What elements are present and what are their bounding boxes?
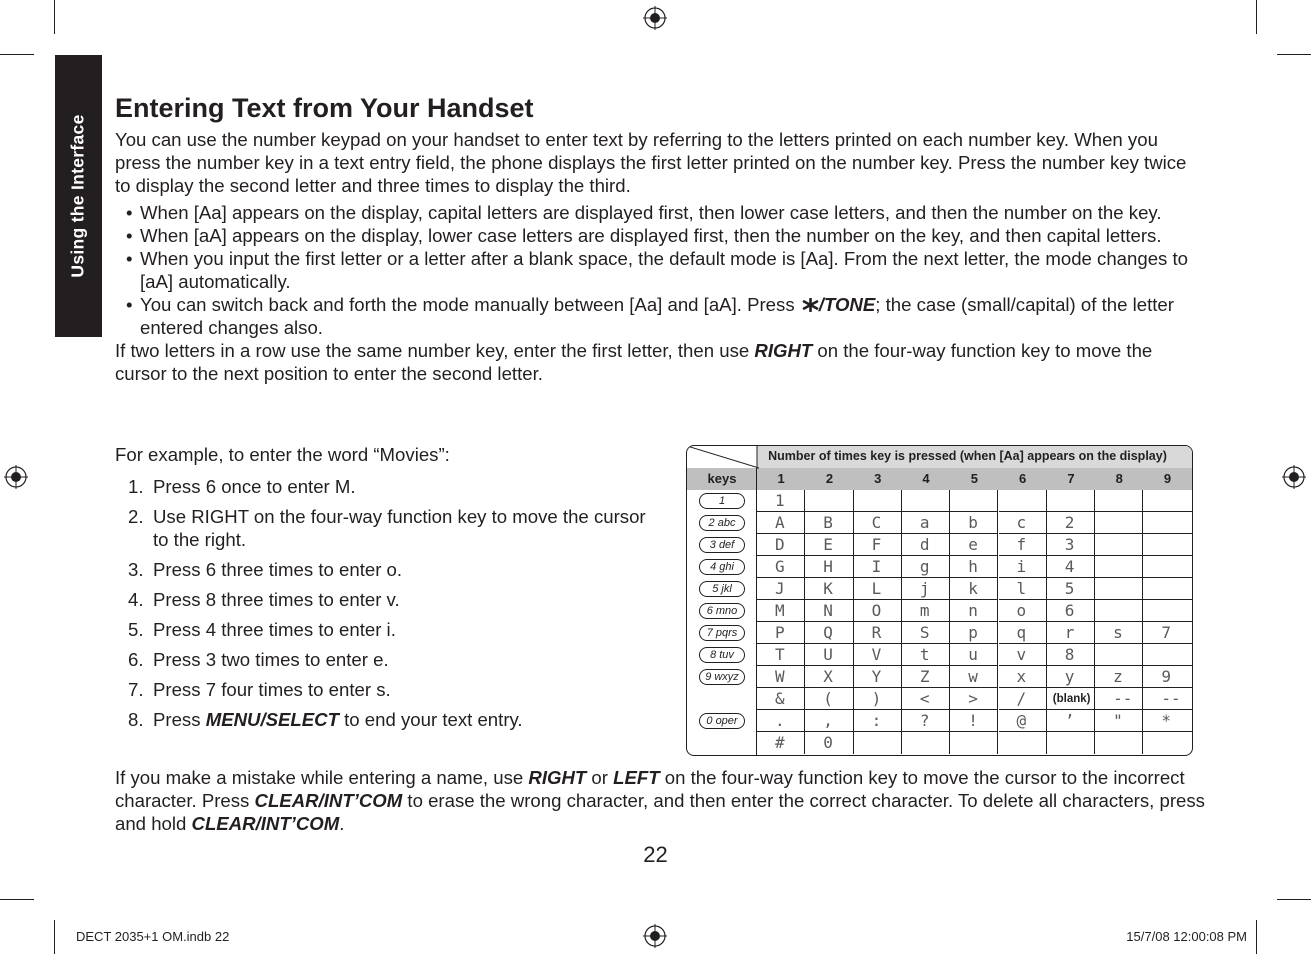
crop-mark xyxy=(1256,0,1257,34)
table-cell xyxy=(805,490,853,512)
text-run: to erase the wrong character, and then enter the correct character. To delete all characters, press and hold xyxy=(115,790,1205,834)
step-item: 7. Press 7 four times to enter s. xyxy=(128,679,391,700)
column-header-1: 1 xyxy=(777,471,785,486)
footer-timestamp: 15/7/08 12:00:08 PM xyxy=(1126,929,1247,944)
table-cell: L xyxy=(854,578,902,600)
table-cell: a xyxy=(902,512,950,534)
column-header-7: 7 xyxy=(1067,471,1075,486)
example-intro: For example, to enter the word “Movies”: xyxy=(115,444,450,465)
step-text: Press 8 three times to enter v. xyxy=(153,589,400,610)
step-text: Press 4 three times to enter i. xyxy=(153,619,396,640)
table-cell: q xyxy=(999,622,1047,644)
table-cell: I xyxy=(854,556,902,578)
table-cell: 6 xyxy=(1047,600,1095,622)
table-cell: c xyxy=(999,512,1047,534)
crop-mark xyxy=(0,54,34,55)
table-cell: t xyxy=(902,644,950,666)
table-cell xyxy=(1095,644,1143,666)
registration-mark-icon xyxy=(4,465,28,489)
left-key-label: LEFT xyxy=(613,767,660,788)
table-cell: x xyxy=(999,666,1047,688)
table-cell xyxy=(999,732,1047,754)
table-cell: " xyxy=(1095,710,1143,732)
step-text: Press xyxy=(153,709,206,730)
table-cell: Z xyxy=(902,666,950,688)
table-header: Number of times key is pressed (when [Aa] appears on the display) xyxy=(768,449,1167,463)
column-header-3: 3 xyxy=(874,471,882,486)
table-cell xyxy=(1095,512,1143,534)
keypad-key-5: 5 jkl xyxy=(699,581,745,597)
table-cell: 5 xyxy=(1047,578,1095,600)
table-cell: i xyxy=(999,556,1047,578)
page-title: Entering Text from Your Handset xyxy=(115,93,534,123)
column-header-5: 5 xyxy=(970,471,978,486)
crop-mark xyxy=(1256,920,1257,954)
table-cell xyxy=(1143,534,1191,556)
clear-intercom-key-label: CLEAR/INT’COM xyxy=(191,813,340,834)
step-text: Use RIGHT on the four-way function key to move the cursor to the right. xyxy=(153,506,646,550)
keys-column-header: keys xyxy=(707,471,737,486)
table-cell: l xyxy=(999,578,1047,600)
registration-mark-icon xyxy=(643,6,667,30)
registration-mark-icon xyxy=(1282,465,1306,489)
main-content xyxy=(115,90,1205,385)
step-text: Press 7 four times to enter s. xyxy=(153,679,391,700)
table-cell: j xyxy=(902,578,950,600)
table-cell: N xyxy=(805,600,853,622)
table-cell: O xyxy=(854,600,902,622)
table-cell: C xyxy=(854,512,902,534)
star-key-icon xyxy=(802,298,819,312)
table-cell xyxy=(1143,556,1191,578)
table-cell: m xyxy=(902,600,950,622)
column-header-6: 6 xyxy=(1019,471,1027,486)
step-text: Press 6 three times to enter o. xyxy=(153,559,403,580)
table-cell: ! xyxy=(950,710,998,732)
table-cell xyxy=(1143,732,1191,754)
column-header-8: 8 xyxy=(1115,471,1123,486)
bullet-text: ; the case (small/capital) of the letter entered changes also. xyxy=(140,294,1174,338)
corner-diagonal xyxy=(687,446,759,470)
keypad-key-4: 4 ghi xyxy=(699,559,745,575)
table-cell: -- xyxy=(1143,688,1191,710)
table-cell xyxy=(854,490,902,512)
table-cell: > xyxy=(950,688,998,710)
table-cell: G xyxy=(757,556,805,578)
table-cell: 2 xyxy=(1047,512,1095,534)
crop-mark xyxy=(1277,899,1311,900)
table-cell xyxy=(1095,556,1143,578)
table-cell: * xyxy=(1143,710,1191,732)
step-item: 3. Press 6 three times to enter o. xyxy=(128,559,403,580)
table-cell: K xyxy=(805,578,853,600)
key-column-divider xyxy=(756,468,757,756)
table-cell: J xyxy=(757,578,805,600)
table-cell: e xyxy=(950,534,998,556)
table-cell xyxy=(950,490,998,512)
table-cell: ? xyxy=(902,710,950,732)
table-cell xyxy=(1047,490,1095,512)
crop-mark xyxy=(0,899,34,900)
table-cell xyxy=(1143,600,1191,622)
right-key-label: RIGHT xyxy=(754,340,813,361)
table-cell: , xyxy=(805,710,853,732)
table-cell: g xyxy=(902,556,950,578)
bullet-item: • When [Aa] appears on the display, capital letters are displayed first, then lower case letters, and then the number on the key. xyxy=(125,201,1205,224)
table-cell: & xyxy=(757,688,805,710)
table-cell xyxy=(902,732,950,754)
bullet-item xyxy=(125,293,1205,339)
table-cell: u xyxy=(950,644,998,666)
table-cell xyxy=(1095,600,1143,622)
table-cell: E xyxy=(805,534,853,556)
key-press-table xyxy=(686,445,1193,756)
table-cell: 0 xyxy=(805,732,853,754)
crop-mark xyxy=(54,920,55,954)
section-tab-label: Using the Interface xyxy=(67,114,88,278)
table-cell: 8 xyxy=(1047,644,1095,666)
step-item: 2. Use RIGHT on the four-way function key to move the cursor to the right. xyxy=(128,506,646,550)
table-cell: -- xyxy=(1095,688,1143,710)
table-cell xyxy=(854,732,902,754)
table-cell: p xyxy=(950,622,998,644)
step-item: 5. Press 4 three times to enter i. xyxy=(128,619,396,640)
text-run: on the four-way function key to move the cursor to the next position to enter the second letter. xyxy=(115,340,1153,384)
table-cell: s xyxy=(1095,622,1143,644)
keypad-key-9: 9 wxyz xyxy=(699,669,745,685)
table-cell xyxy=(902,490,950,512)
table-cell: f xyxy=(999,534,1047,556)
section-tab xyxy=(55,55,102,337)
table-cell: < xyxy=(902,688,950,710)
table-cell: M xyxy=(757,600,805,622)
table-cell xyxy=(1095,578,1143,600)
step-item: 8. Press MENU/SELECT to end your text entry. xyxy=(128,709,523,730)
table-cell: y xyxy=(1047,666,1095,688)
table-cell: k xyxy=(950,578,998,600)
text-run: If you make a mistake while entering a name, use xyxy=(115,767,529,788)
steps-list xyxy=(115,475,655,738)
table-cell: b xyxy=(950,512,998,534)
table-cell xyxy=(1143,512,1191,534)
column-header-9: 9 xyxy=(1163,471,1172,486)
tone-key-label: /TONE xyxy=(818,294,876,315)
bullet-list xyxy=(115,201,1205,339)
table-cell: d xyxy=(902,534,950,556)
clear-intercom-key-label: CLEAR/INT’COM xyxy=(254,790,403,811)
table-cell: ) xyxy=(854,688,902,710)
intro-paragraph: You can use the number keypad on your handset to enter text by referring to the letters printed on each number key. When you press the number key in a text entry field, the phone displays the first letter printed on the number key. Press the number key twice to display the second letter and three times to display the third. xyxy=(115,129,1187,196)
table-cell: D xyxy=(757,534,805,556)
text-run: If two letters in a row use the same number key, enter the first letter, then use xyxy=(115,340,755,361)
table-cell xyxy=(1143,644,1191,666)
step-text: Press 3 two times to enter e. xyxy=(153,649,389,670)
step-item: 1. Press 6 once to enter M. xyxy=(128,476,356,497)
table-cell: U xyxy=(805,644,853,666)
table-cell: F xyxy=(854,534,902,556)
table-cell: Q xyxy=(805,622,853,644)
table-cell xyxy=(1143,578,1191,600)
table-cell: 1 xyxy=(757,490,805,512)
crop-mark xyxy=(54,0,55,34)
table-cell: ( xyxy=(805,688,853,710)
table-cell: . xyxy=(757,710,805,732)
keypad-key-6: 6 mno xyxy=(699,603,745,619)
table-cell: @ xyxy=(999,710,1047,732)
crop-mark xyxy=(1277,54,1311,55)
two-letters-paragraph xyxy=(115,339,1205,385)
footer-file-info: DECT 2035+1 OM.indb 22 xyxy=(76,929,230,944)
table-cell: v xyxy=(999,644,1047,666)
step-item: 4. Press 8 three times to enter v. xyxy=(128,589,400,610)
keypad-key-3: 3 def xyxy=(699,537,745,553)
keypad-key-1: 1 xyxy=(699,493,745,509)
table-cell: 4 xyxy=(1047,556,1095,578)
bullet-item: • When you input the first letter or a letter after a blank space, the default mode is [Aa]. From the next letter, the mode changes to [aA] automatically. xyxy=(125,247,1205,293)
menu-select-key-label: MENU/SELECT xyxy=(205,709,339,730)
step-item: 6. Press 3 two times to enter e. xyxy=(128,649,389,670)
keypad-key-7: 7 pqrs xyxy=(699,625,745,641)
table-cell: 7 xyxy=(1143,622,1191,644)
table-cell: z xyxy=(1095,666,1143,688)
table-cell xyxy=(950,732,998,754)
table-cell: S xyxy=(902,622,950,644)
page-number: 22 xyxy=(643,842,668,867)
table-cell: h xyxy=(950,556,998,578)
table-cell: # xyxy=(757,732,805,754)
text-run: . xyxy=(339,813,345,834)
table-cell: 3 xyxy=(1047,534,1095,556)
column-header-4: 4 xyxy=(922,471,930,486)
registration-mark-icon xyxy=(643,924,667,948)
text-run: or xyxy=(586,767,614,788)
table-cell: / xyxy=(999,688,1047,710)
table-cell: Y xyxy=(854,666,902,688)
table-cell: w xyxy=(950,666,998,688)
table-cell xyxy=(1143,490,1191,512)
table-cell: H xyxy=(805,556,853,578)
table-cell: B xyxy=(805,512,853,534)
step-text: to end your text entry. xyxy=(338,709,523,730)
keypad-key-0: 0 oper xyxy=(699,713,745,729)
table-cell: ’ xyxy=(1047,710,1095,732)
table-cell xyxy=(1095,490,1143,512)
table-cell xyxy=(999,490,1047,512)
table-cell: T xyxy=(757,644,805,666)
table-cell: X xyxy=(805,666,853,688)
keypad-key-2: 2 abc xyxy=(699,515,745,531)
table-cell: r xyxy=(1047,622,1095,644)
keypad-key-8: 8 tuv xyxy=(699,647,745,663)
table-cell: : xyxy=(854,710,902,732)
table-cell: P xyxy=(757,622,805,644)
table-cell: n xyxy=(950,600,998,622)
column-header-2: 2 xyxy=(825,471,834,486)
table-cell: W xyxy=(757,666,805,688)
table-cell: A xyxy=(757,512,805,534)
table-cell: 9 xyxy=(1143,666,1191,688)
step-text: Press 6 once to enter M. xyxy=(153,476,356,497)
table-cell: o xyxy=(999,600,1047,622)
table-cell: V xyxy=(854,644,902,666)
bullet-item: • When [aA] appears on the display, lower case letters are displayed first, then the number on the key, and then capital letters. xyxy=(125,224,1205,247)
right-key-label: RIGHT xyxy=(528,767,587,788)
table-cell xyxy=(1047,732,1095,754)
table-cell: R xyxy=(854,622,902,644)
bullet-text: You can switch back and forth the mode manually between [Aa] and [aA]. Press xyxy=(140,294,800,315)
text-run: on the four-way function key to move the cursor to the incorrect character. Press xyxy=(115,767,1185,811)
table-cell xyxy=(1095,732,1143,754)
table-cell xyxy=(1095,534,1143,556)
mistake-paragraph xyxy=(115,766,1205,835)
table-cell: (blank) xyxy=(1047,688,1095,710)
